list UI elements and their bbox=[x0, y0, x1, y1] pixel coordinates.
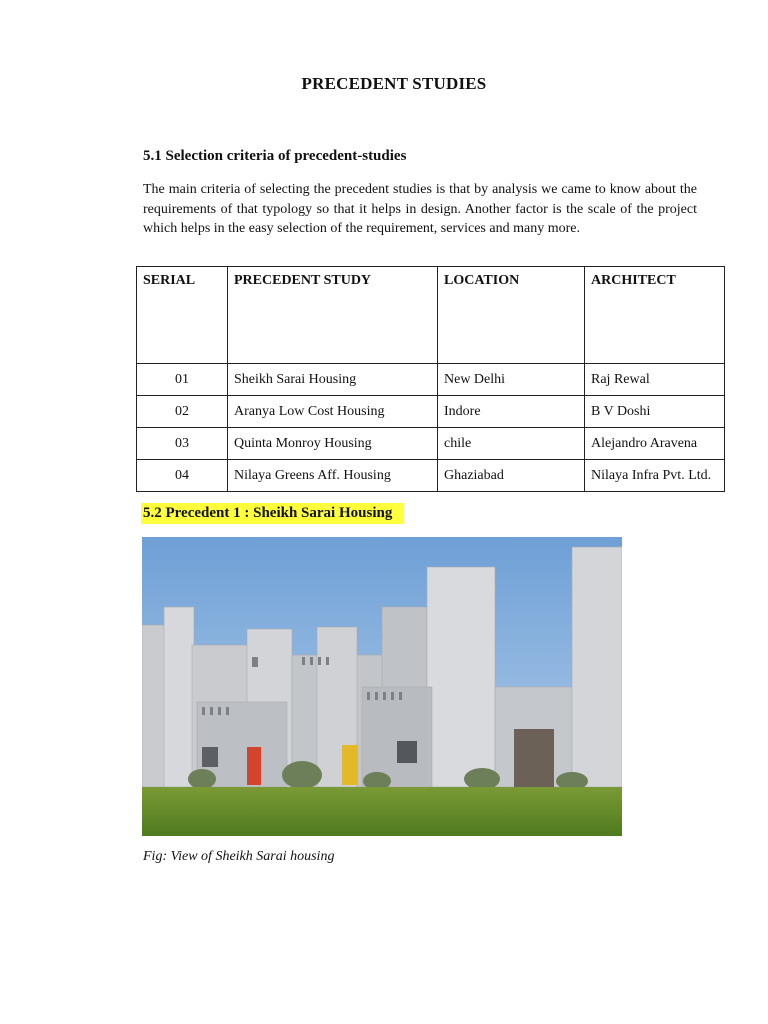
cell-serial: 02 bbox=[137, 396, 228, 428]
precedent-studies-table bbox=[136, 266, 725, 492]
figure-caption: Fig: View of Sheikh Sarai housing bbox=[143, 849, 335, 864]
section-heading-precedent-1: 5.2 Precedent 1 : Sheikh Sarai Housing bbox=[141, 503, 404, 524]
header-precedent-study: PRECEDENT STUDY bbox=[228, 267, 438, 364]
table-row bbox=[137, 364, 725, 396]
cell-location: New Delhi bbox=[438, 364, 585, 396]
cell-study: Nilaya Greens Aff. Housing bbox=[228, 460, 438, 492]
header-architect: ARCHITECT bbox=[585, 267, 725, 364]
header-location: LOCATION bbox=[438, 267, 585, 364]
page-title: PRECEDENT STUDIES bbox=[301, 74, 487, 93]
cell-study: Aranya Low Cost Housing bbox=[228, 396, 438, 428]
cell-location: Indore bbox=[438, 396, 585, 428]
cell-architect: Raj Rewal bbox=[585, 364, 725, 396]
table-row bbox=[137, 396, 725, 428]
section-heading-selection-criteria: 5.1 Selection criteria of precedent-studies bbox=[143, 148, 407, 164]
cell-study: Sheikh Sarai Housing bbox=[228, 364, 438, 396]
table-row bbox=[137, 460, 725, 492]
sheikh-sarai-housing-photo bbox=[142, 537, 622, 836]
cell-serial: 03 bbox=[137, 428, 228, 460]
cell-serial: 04 bbox=[137, 460, 228, 492]
cell-architect: B V Doshi bbox=[585, 396, 725, 428]
cell-study: Quinta Monroy Housing bbox=[228, 428, 438, 460]
table-header-row bbox=[137, 267, 725, 364]
cell-serial: 01 bbox=[137, 364, 228, 396]
cell-location: chile bbox=[438, 428, 585, 460]
cell-architect: Alejandro Aravena bbox=[585, 428, 725, 460]
selection-criteria-paragraph: The main criteria of selecting the precedent studies is that by analysis we came to know about the requirements of that typology so that it helps in design. Another factor is the scale of the project which helps in the easy selection of the requirement, services and many more. bbox=[143, 182, 697, 236]
header-serial: SERIAL bbox=[137, 267, 228, 364]
cell-location: Ghaziabad bbox=[438, 460, 585, 492]
cell-architect: Nilaya Infra Pvt. Ltd. bbox=[585, 460, 725, 492]
table-row bbox=[137, 428, 725, 460]
